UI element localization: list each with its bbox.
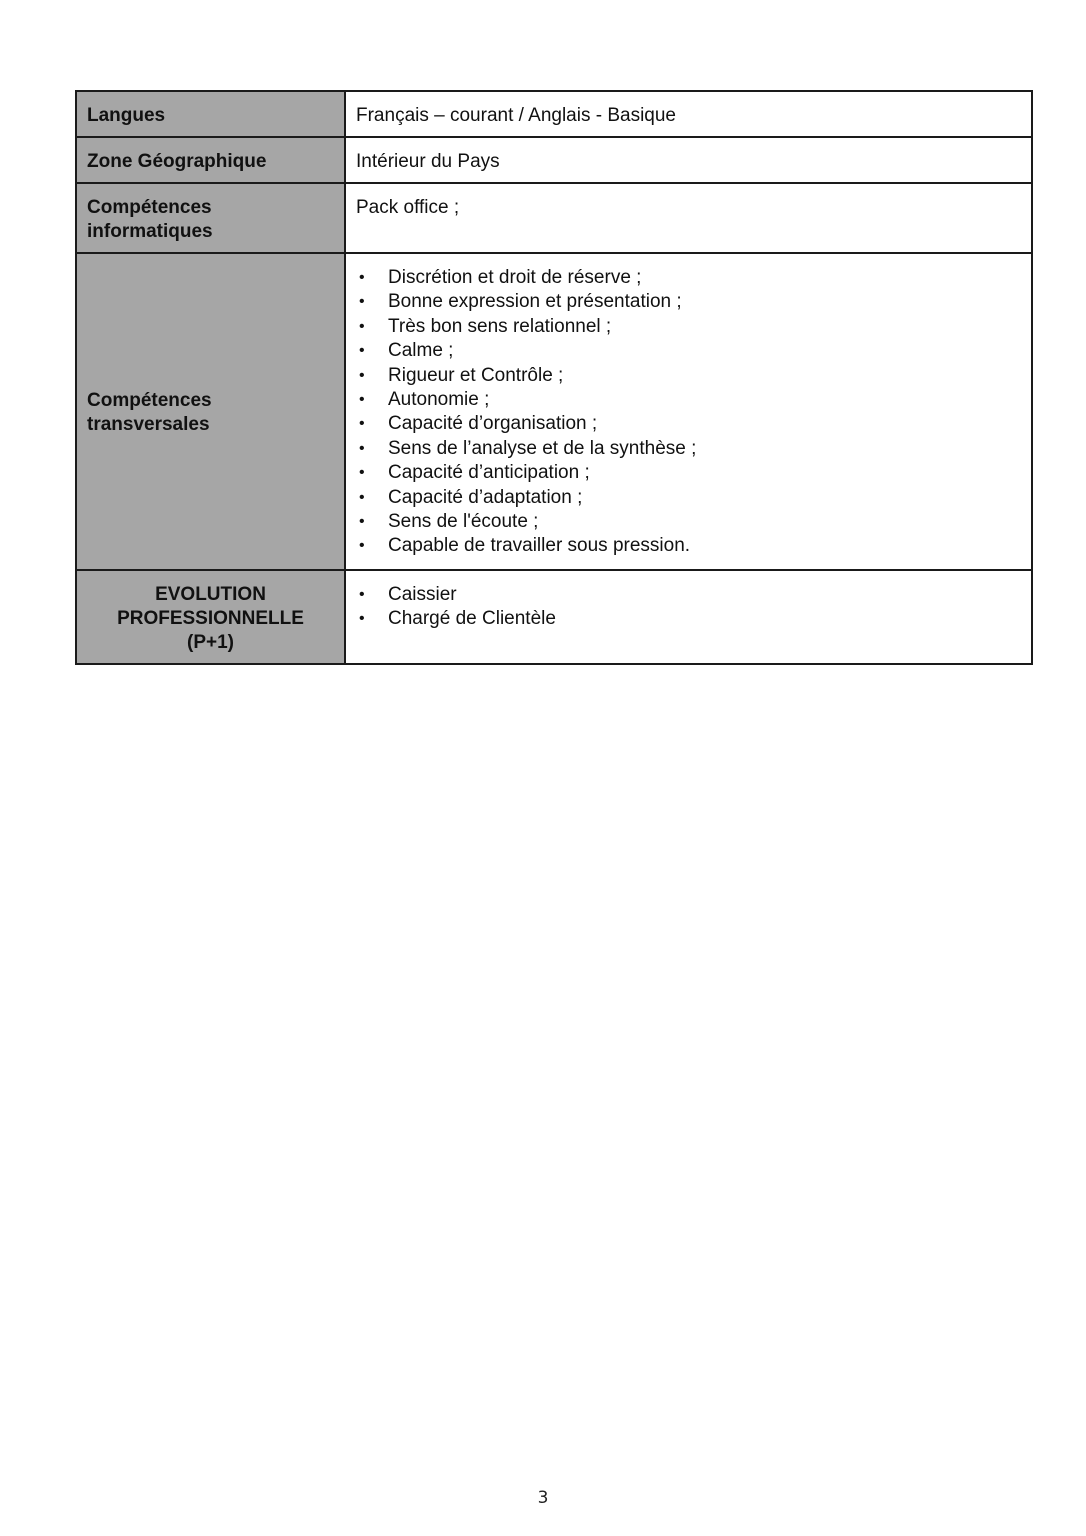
list-item: • Bonne expression et présentation ; — [356, 290, 1021, 314]
bullet-icon: • — [359, 293, 365, 311]
list-item: • Caissier — [356, 583, 1021, 607]
list-item: • Capacité d’organisation ; — [356, 412, 1021, 436]
list-item: • Sens de l'écoute ; — [356, 510, 1021, 534]
bullet-icon: • — [359, 513, 365, 531]
value-competences-transversales — [345, 253, 1032, 570]
bullet-icon: • — [359, 391, 365, 409]
bullet-icon: • — [359, 366, 365, 384]
table-row-langues — [76, 91, 1032, 137]
job-profile-table — [75, 90, 1033, 665]
value-langues: Français – courant / Anglais - Basique — [345, 91, 1032, 137]
bullet-icon: • — [359, 537, 365, 555]
bullet-icon: • — [359, 439, 365, 457]
label-evolution-professionnelle: EVOLUTION PROFESSIONNELLE (P+1) — [76, 570, 345, 664]
career-evolution-list — [356, 583, 1021, 632]
label-competences-informatiques: Compétences informatiques — [76, 183, 345, 253]
label-zone-geographique: Zone Géographique — [76, 137, 345, 183]
list-item: • Capacité d’adaptation ; — [356, 486, 1021, 510]
bullet-icon: • — [359, 269, 365, 286]
page-number: 3 — [537, 1488, 549, 1508]
label-competences-transversales: Compétences transversales — [76, 253, 345, 570]
list-item: • Autonomie ; — [356, 388, 1021, 412]
table-row-zone-geographique — [76, 137, 1032, 183]
bullet-icon: • — [359, 464, 365, 482]
value-evolution-professionnelle — [345, 570, 1032, 664]
bullet-icon: • — [359, 317, 365, 335]
list-item: • Rigueur et Contrôle ; — [356, 364, 1021, 388]
bullet-icon: • — [359, 415, 365, 433]
list-item: • Calme ; — [356, 339, 1021, 363]
list-item: • Sens de l’analyse et de la synthèse ; — [356, 437, 1021, 461]
bullet-icon: • — [359, 488, 365, 506]
table-row-evolution-professionnelle — [76, 570, 1032, 664]
label-langues: Langues — [76, 91, 345, 137]
value-competences-informatiques: Pack office ; — [345, 183, 1032, 253]
table-row-competences-informatiques — [76, 183, 1032, 253]
bullet-icon: • — [359, 610, 365, 628]
list-item: • Très bon sens relationnel ; — [356, 315, 1021, 339]
bullet-icon: • — [359, 342, 365, 360]
transversal-skills-list — [356, 266, 1021, 559]
bullet-icon: • — [359, 585, 365, 603]
value-zone-geographique: Intérieur du Pays — [345, 137, 1032, 183]
list-item: • Capacité d’anticipation ; — [356, 461, 1021, 485]
list-item: • Chargé de Clientèle — [356, 607, 1021, 631]
list-item: • Capable de travailler sous pression. — [356, 534, 1021, 558]
table-row-competences-transversales — [76, 253, 1032, 570]
list-item: • Discrétion et droit de réserve ; — [356, 266, 1021, 290]
